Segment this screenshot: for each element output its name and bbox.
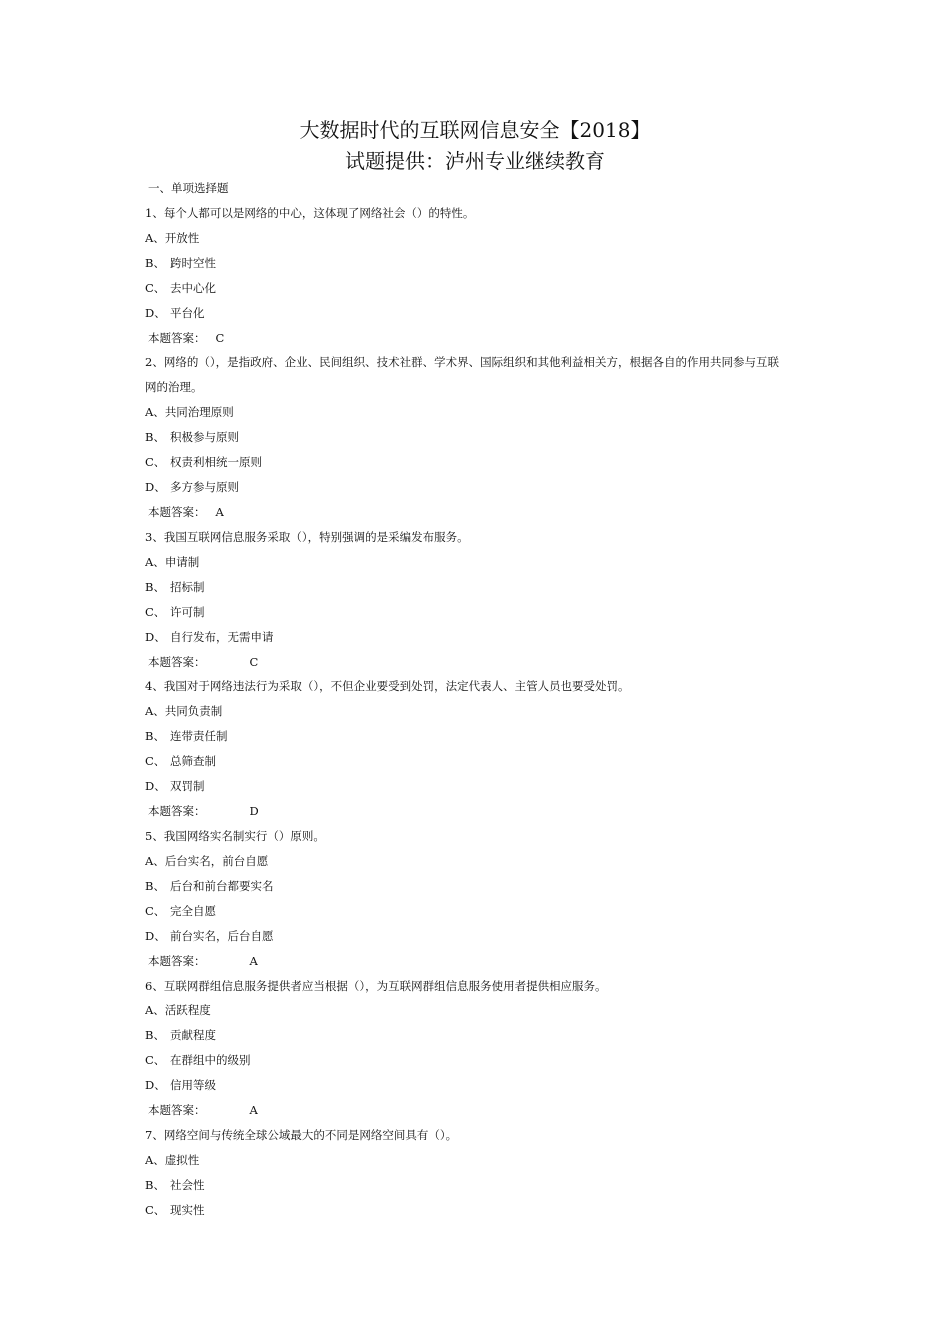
answer-value: A: [249, 1103, 258, 1118]
option-text: 积极参与原则: [170, 430, 239, 445]
question-option: [145, 749, 825, 774]
option-key: C、: [145, 604, 166, 619]
answer-line: [145, 1098, 825, 1123]
option-key: C、: [145, 903, 166, 918]
answer-label: 本题答案：: [148, 953, 206, 968]
option-key: B、: [145, 579, 165, 594]
question-option: [145, 276, 825, 301]
question-option: [145, 1048, 825, 1073]
option-text: 双罚制: [170, 779, 205, 794]
option-text: 连带责任制: [170, 729, 228, 744]
question-option: [145, 998, 825, 1023]
option-key: A、: [145, 1152, 165, 1167]
answer-label: 本题答案：: [148, 1103, 206, 1118]
option-text: 完全自愿: [170, 903, 216, 918]
question-stem-line: 5、我国网络实名制实行（）原则。: [145, 828, 325, 843]
question-option: [145, 924, 825, 949]
answer-line: [145, 799, 825, 824]
question-stem-line: 2、网络的（），是指政府、企业、民间组织、技术社群、学术界、国际组织和其他利益相关方，根据各自的作用共同参与互联: [145, 355, 780, 370]
option-key: B、: [145, 255, 165, 270]
option-key: D、: [145, 480, 166, 495]
answer-label: 本题答案：: [148, 654, 206, 669]
question-option: [145, 625, 825, 650]
option-text: 跨时空性: [170, 255, 216, 270]
answer-value: C: [249, 654, 259, 669]
option-text: 申请制: [164, 554, 200, 569]
option-text: 虚拟性: [164, 1152, 200, 1167]
option-key: D、: [145, 305, 166, 320]
question-option: [145, 600, 825, 625]
question-option: [145, 774, 825, 799]
question-option: [145, 899, 825, 924]
question-option: [145, 251, 825, 276]
option-key: B、: [145, 878, 165, 893]
section-heading: 一、单项选择题: [148, 181, 229, 195]
option-key: C、: [145, 1053, 166, 1068]
document-subtitle: 试题提供：泸州专业继续教育: [345, 149, 605, 173]
question-option: [145, 1198, 825, 1223]
option-key: C、: [145, 754, 166, 769]
option-text: 在群组中的级别: [170, 1053, 251, 1068]
option-key: A、: [145, 1003, 165, 1018]
option-key: B、: [145, 430, 165, 445]
question-stem-line: 4、我国对于网络违法行为采取（），不但企业要受到处罚，法定代表人、主管人员也要受处罚。: [145, 679, 630, 694]
option-key: D、: [145, 1078, 166, 1093]
option-text: 前台实名，后台自愿: [170, 928, 274, 943]
option-text: 自行发布，无需申请: [170, 629, 274, 644]
option-key: A、: [145, 230, 165, 245]
option-text: 开放性: [164, 230, 200, 245]
answer-value: A: [215, 504, 224, 519]
option-key: D、: [145, 928, 166, 943]
question-option: [145, 1148, 825, 1173]
option-key: C、: [145, 455, 166, 470]
answer-label: 本题答案：: [148, 804, 206, 819]
option-key: A、: [145, 853, 165, 868]
question-option: [145, 475, 825, 500]
option-text: 后台实名，前台自愿: [164, 853, 269, 868]
option-key: A、: [145, 405, 165, 420]
question-option: [145, 301, 825, 326]
option-text: 后台和前台都要实名: [170, 878, 274, 893]
answer-line: [145, 326, 825, 351]
question-stem-line: 6、互联网群组信息服务提供者应当根据（），为互联网群组信息服务使用者提供相应服务。: [145, 978, 607, 993]
option-text: 共同治理原则: [164, 405, 234, 420]
option-text: 许可制: [170, 604, 205, 619]
option-text: 信用等级: [170, 1078, 216, 1093]
question-option: [145, 400, 825, 425]
answer-line: [145, 650, 825, 675]
question-option: [145, 724, 825, 749]
question-stem-line: 3、我国互联网信息服务采取（），特别强调的是采编发布服务。: [145, 529, 469, 544]
option-key: D、: [145, 629, 166, 644]
question-option: [145, 575, 825, 600]
question-stem-line: 1、每个人都可以是网络的中心，这体现了网络社会（）的特性。: [145, 205, 475, 220]
question-option: [145, 550, 825, 575]
question-option: [145, 226, 825, 251]
question-option: [145, 1023, 825, 1048]
answer-label: 本题答案：: [148, 504, 206, 519]
option-text: 多方参与原则: [170, 480, 239, 495]
option-key: D、: [145, 779, 166, 794]
option-key: A、: [145, 554, 165, 569]
answer-line: [145, 949, 825, 974]
option-text: 招标制: [170, 579, 205, 594]
question-option: [145, 425, 825, 450]
answer-label: 本题答案：: [148, 330, 206, 345]
option-key: B、: [145, 1028, 165, 1043]
answer-value: A: [249, 953, 258, 968]
option-text: 社会性: [170, 1177, 205, 1192]
option-key: B、: [145, 729, 165, 744]
document-title: 大数据时代的互联网信息安全【2018】: [299, 118, 651, 142]
question-list: [145, 176, 825, 1223]
answer-value: D: [249, 804, 259, 819]
question-option: [145, 450, 825, 475]
option-text: 权责利相统一原则: [170, 455, 262, 470]
question-option: [145, 849, 825, 874]
question-option: [145, 1073, 825, 1098]
question-option: [145, 1173, 825, 1198]
option-text: 贡献程度: [170, 1028, 216, 1043]
option-text: 平台化: [170, 305, 205, 320]
option-key: A、: [145, 704, 165, 719]
option-key: C、: [145, 1202, 166, 1217]
answer-line: [145, 500, 825, 525]
answer-value: C: [215, 330, 225, 345]
question-stem-line: 网的治理。: [145, 380, 203, 395]
option-text: 去中心化: [170, 280, 216, 295]
option-key: B、: [145, 1177, 165, 1192]
option-key: C、: [145, 280, 166, 295]
question-stem-line: 7、网络空间与传统全球公域最大的不同是网络空间具有（）。: [145, 1128, 458, 1143]
option-text: 活跃程度: [164, 1003, 211, 1018]
option-text: 现实性: [170, 1202, 205, 1217]
option-text: 共同负责制: [164, 704, 223, 719]
option-text: 总筛查制: [170, 754, 216, 769]
question-option: [145, 874, 825, 899]
question-option: [145, 699, 825, 724]
